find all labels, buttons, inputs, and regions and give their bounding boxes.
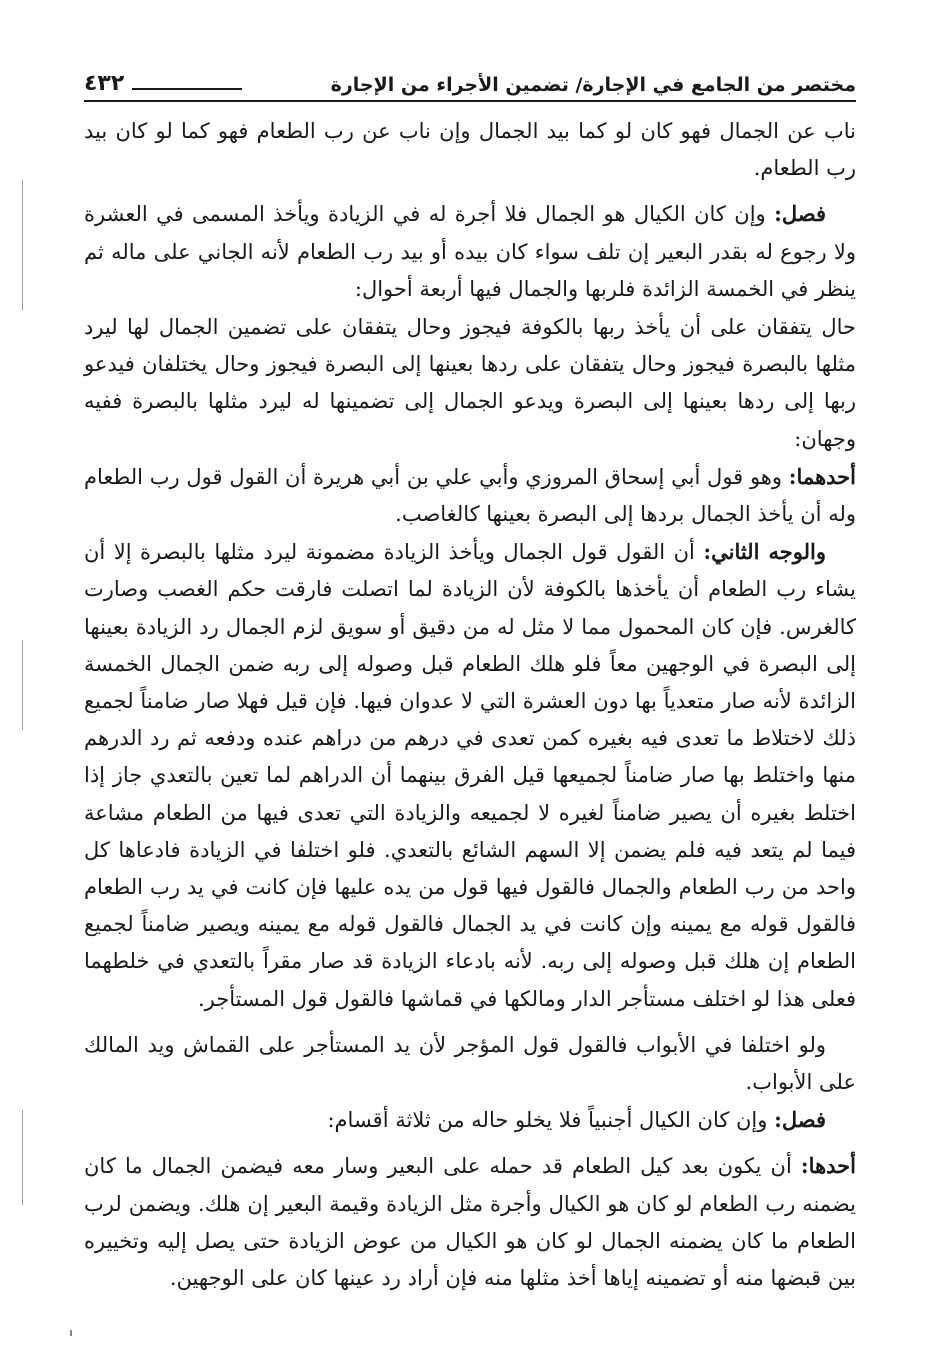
running-title: مختصر من الجامع في الإجارة/ تضمين الأجراء من الإجارة bbox=[330, 74, 856, 96]
paragraph-label: أحدهما: bbox=[788, 463, 856, 489]
header-rule bbox=[132, 88, 242, 90]
paragraph-text: أن القول قول الجمال ويأخذ الزيادة مضمونة ليرد مثلها بالبصرة إلا أن يشاء رب الطعام أن يأخذها بالكوفة لأن الزيادة لما اتصلت فارقت حكم الغصب وصارت كالغرس. فإن كان المحمول مما لا مثل له من دقيق أو سويق لزم الجمال رد الزيادة بعينها إلى البصرة في الوجهين معاً فلو هلك الطعام قبل وصوله إلى ربه ضمن الجمال الخمسة الزائدة لأنه صار متعدياً بها دون العشرة التي لا عدوان فيها. فإن قيل فهلا صار ضامناً لجميع ذلك لاختلاط ما تعدى فيه بغيره كمن تعدى في درهم من دراهم عنده ودفعه ثم رد الدرهم منها واختلط بها صار ضامناً لجميعها قيل الفرق بينهما أن الدراهم لما تعين بالتعدي جاز إذا اختلط بغيره أن يصير ضامناً لغيره لا لجميعه والزيادة التي تعدى فيها من الطعام مشاعة فيما لم يتعد فيه فلم يضمن إلا السهم الشائع بالتعدي. فلو اختلفا في الزيادة فادعاها كل واحد من رب الطعام والجمال فالقول فيها قول من يده عليها فإن كانت في يد رب الطعام فالقول قوله مع يمينه وإن كانت في يد الجمال فالقول قوله مع يمينه ويصير ضامناً لجميع الطعام إن هلك قبل وصوله إلى ربه. لأنه بادعاء الزيادة قد صار مقراً بالتعدي في خلطهما فعلى هذا لو اختلف مستأجر الدار ومالكها في قماشها فالقول قول المستأجر. bbox=[84, 540, 856, 1011]
page-header bbox=[84, 62, 856, 102]
page-number: ٤٣٢ bbox=[84, 71, 125, 96]
paragraph-text: وإن كان الكيال هو الجمال فلا أجرة له في الزيادة ويأخذ المسمى في العشرة ولا رجوع له بقدر البعير إن تلف سواء كان بيده أو بيد رب الطعام لأنه الجاني على ماله ثم ينظر في الخمسة الزائدة فلربها والجمال فيها أربعة أحوال: bbox=[84, 202, 856, 301]
paragraph-text: وهو قول أبي إسحاق المروزي وأبي علي بن أبي هريرة أن القول قول رب الطعام وله أن يأخذ الجمال بردها إلى البصرة بعينها كالغاصب. bbox=[84, 464, 856, 527]
paragraph bbox=[84, 195, 856, 308]
paragraph-label: أحدها: bbox=[800, 1153, 856, 1179]
paragraph bbox=[84, 1147, 856, 1297]
paragraph-label: فصل: bbox=[774, 201, 826, 227]
paragraph bbox=[84, 112, 856, 187]
body-text bbox=[84, 112, 856, 1297]
scan-speck bbox=[70, 1330, 72, 1336]
scan-margin-line bbox=[22, 640, 23, 730]
paragraph-text: ولو اختلفا في الأبواب فالقول قول المؤجر لأن يد المستأجر على القماش ويد المالك على الأبواب. bbox=[84, 1032, 856, 1095]
paragraph bbox=[84, 458, 856, 533]
paragraph-text: ناب عن الجمال فهو كان لو كما بيد الجمال وإن ناب عن رب الطعام فهو كما لو كان بيد رب الطعام. bbox=[84, 119, 856, 181]
paragraph-text: أن يكون بعد كيل الطعام قد حمله على البعير وسار معه فيضمن الجمال ما كان يضمنه رب الطعام لو كان هو الكيال وأجرة مثل الزيادة وقيمة البعير إن هلك. ويضمن لرب الطعام ما كان يضمنه الجمال لو كان هو الكيال من عوض الزيادة حتى يصل إليه وتخييره بين قبضها منه أو تضمينه إياها أخذ مثلها منه فإن أراد رد عينها كان على الوجهين. bbox=[84, 1154, 856, 1291]
paragraph bbox=[84, 1026, 856, 1101]
page-number-group bbox=[84, 71, 242, 96]
paragraph bbox=[84, 308, 856, 458]
scan-margin-line bbox=[22, 180, 23, 310]
paragraph-text: حال يتفقان على أن يأخذ ربها بالكوفة فيجوز وحال يتفقان على تضمين الجمال لها ليرد مثلها بالبصرة فيجوز وحال يتفقان على ردها بعينها إلى البصرة فيجوز وحال يختلفان فيدعو ربها إلى ردها بعينها إلى البصرة ويدعو الجمال إلى تضمينها له ليرد مثلها بالبصرة ففيه وجهان: bbox=[84, 315, 856, 451]
paragraph bbox=[84, 1101, 856, 1139]
scan-margin-line bbox=[22, 1110, 23, 1205]
paragraph-label: فصل: bbox=[774, 1107, 826, 1133]
paragraph-label: والوجه الثاني: bbox=[703, 539, 827, 565]
paragraph-text: وإن كان الكيال أجنبياً فلا يخلو حاله من ثلاثة أقسام: bbox=[327, 1108, 775, 1133]
paragraph bbox=[84, 533, 856, 1018]
